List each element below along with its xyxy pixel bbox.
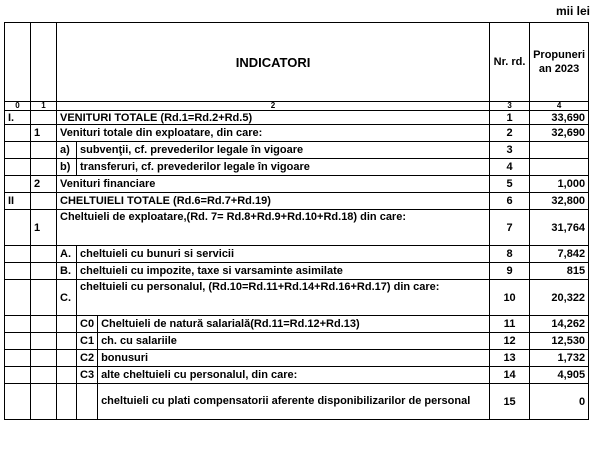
table-row xyxy=(5,193,589,210)
table-row xyxy=(5,125,589,142)
row-number-cell: 1 xyxy=(490,111,530,125)
row-code-cell xyxy=(77,384,98,420)
row-subsection-cell xyxy=(31,142,57,159)
budget-table xyxy=(4,22,589,420)
row-number-cell: 15 xyxy=(490,384,530,420)
row-letter-cell xyxy=(57,316,77,333)
header-indicatori: INDICATORI xyxy=(57,23,490,102)
row-number-cell: 10 xyxy=(490,280,530,316)
row-indicator-text: transferuri, cf. prevederilor legale în vigoare xyxy=(77,159,490,176)
row-section-cell xyxy=(5,246,31,263)
row-subsection-cell: 1 xyxy=(31,125,57,142)
row-value-cell: 12,530 xyxy=(530,333,589,350)
row-number-cell: 5 xyxy=(490,176,530,193)
row-value-cell: 4,905 xyxy=(530,367,589,384)
row-subsection-cell xyxy=(31,316,57,333)
row-value-cell: 33,690 xyxy=(530,111,589,125)
row-subsection-cell: 2 xyxy=(31,176,57,193)
row-section-cell xyxy=(5,316,31,333)
table-row xyxy=(5,246,589,263)
row-indicator-text: Venituri financiare xyxy=(57,176,490,193)
table-row xyxy=(5,210,589,246)
row-indicator-text: cheltuieli cu plati compensatorii aferente disponibilizarilor de personal xyxy=(98,384,490,420)
row-number-cell: 6 xyxy=(490,193,530,210)
table-row xyxy=(5,176,589,193)
row-indicator-text: alte cheltuieli cu personalul, din care: xyxy=(98,367,490,384)
row-subsection-cell xyxy=(31,246,57,263)
row-subsection-cell xyxy=(31,367,57,384)
row-value-cell xyxy=(530,142,589,159)
row-value-cell: 1,732 xyxy=(530,350,589,367)
row-code-cell: C1 xyxy=(77,333,98,350)
header-nr-rd: Nr. rd. xyxy=(490,23,530,102)
row-letter-cell: a) xyxy=(57,142,77,159)
row-subsection-cell xyxy=(31,193,57,210)
table-row xyxy=(5,111,589,125)
row-section-cell: I. xyxy=(5,111,31,125)
row-code-cell: C0 xyxy=(77,316,98,333)
header-propuneri: Propuneri an 2023 xyxy=(530,23,589,102)
row-indicator-text: cheltuieli cu impozite, taxe si varsaminte asimilate xyxy=(77,263,490,280)
row-section-cell xyxy=(5,210,31,246)
row-section-cell xyxy=(5,384,31,420)
row-indicator-text: cheltuieli cu personalul, (Rd.10=Rd.11+Rd.14+Rd.16+Rd.17) din care: xyxy=(77,280,490,316)
row-subsection-cell xyxy=(31,111,57,125)
unit-label: mii lei xyxy=(555,4,590,18)
index-cell: 0 xyxy=(5,102,31,111)
table-row xyxy=(5,367,589,384)
row-number-cell: 4 xyxy=(490,159,530,176)
row-value-cell: 0 xyxy=(530,384,589,420)
row-section-cell xyxy=(5,280,31,316)
row-indicator-text: VENITURI TOTALE (Rd.1=Rd.2+Rd.5) xyxy=(57,111,490,125)
row-indicator-text: Venituri totale din exploatare, din care: xyxy=(57,125,490,142)
row-letter-cell: A. xyxy=(57,246,77,263)
index-cell: 4 xyxy=(530,102,589,111)
row-letter-cell: B. xyxy=(57,263,77,280)
row-value-cell xyxy=(530,159,589,176)
row-value-cell: 32,690 xyxy=(530,125,589,142)
index-cell: 3 xyxy=(490,102,530,111)
table-row xyxy=(5,333,589,350)
row-indicator-text: Cheltuieli de natură salarială(Rd.11=Rd.12+Rd.13) xyxy=(98,316,490,333)
row-subsection-cell xyxy=(31,263,57,280)
row-value-cell: 31,764 xyxy=(530,210,589,246)
index-row xyxy=(5,102,589,111)
index-cell: 2 xyxy=(57,102,490,111)
row-letter-cell xyxy=(57,384,77,420)
row-subsection-cell xyxy=(31,350,57,367)
table-row xyxy=(5,350,589,367)
row-number-cell: 11 xyxy=(490,316,530,333)
row-number-cell: 12 xyxy=(490,333,530,350)
row-indicator-text: ch. cu salariile xyxy=(98,333,490,350)
row-value-cell: 7,842 xyxy=(530,246,589,263)
row-value-cell: 815 xyxy=(530,263,589,280)
row-code-cell: C3 xyxy=(77,367,98,384)
row-indicator-text: Cheltuieli de exploatare,(Rd. 7= Rd.8+Rd.9+Rd.10+Rd.18) din care: xyxy=(57,210,490,246)
row-value-cell: 14,262 xyxy=(530,316,589,333)
row-subsection-cell xyxy=(31,333,57,350)
row-section-cell xyxy=(5,159,31,176)
index-cell: 1 xyxy=(31,102,57,111)
row-number-cell: 14 xyxy=(490,367,530,384)
row-section-cell xyxy=(5,125,31,142)
row-section-cell xyxy=(5,142,31,159)
row-letter-cell: b) xyxy=(57,159,77,176)
header-cell-0 xyxy=(5,23,31,102)
row-value-cell: 20,322 xyxy=(530,280,589,316)
row-indicator-text: subvenţii, cf. prevederilor legale în vigoare xyxy=(77,142,490,159)
header-row xyxy=(5,23,589,102)
row-number-cell: 9 xyxy=(490,263,530,280)
row-indicator-text: CHELTUIELI TOTALE (Rd.6=Rd.7+Rd.19) xyxy=(57,193,490,210)
row-section-cell xyxy=(5,176,31,193)
row-number-cell: 8 xyxy=(490,246,530,263)
row-subsection-cell: 1 xyxy=(31,210,57,246)
row-section-cell xyxy=(5,263,31,280)
table-row xyxy=(5,280,589,316)
row-value-cell: 32,800 xyxy=(530,193,589,210)
row-number-cell: 3 xyxy=(490,142,530,159)
row-letter-cell xyxy=(57,367,77,384)
header-cell-1 xyxy=(31,23,57,102)
table-row xyxy=(5,316,589,333)
row-indicator-text: bonusuri xyxy=(98,350,490,367)
row-letter-cell xyxy=(57,333,77,350)
row-section-cell xyxy=(5,350,31,367)
row-number-cell: 13 xyxy=(490,350,530,367)
row-subsection-cell xyxy=(31,280,57,316)
row-value-cell: 1,000 xyxy=(530,176,589,193)
row-section-cell: II xyxy=(5,193,31,210)
row-section-cell xyxy=(5,367,31,384)
row-code-cell: C2 xyxy=(77,350,98,367)
table-row xyxy=(5,142,589,159)
table-row xyxy=(5,159,589,176)
table-row xyxy=(5,263,589,280)
row-section-cell xyxy=(5,333,31,350)
row-subsection-cell xyxy=(31,159,57,176)
row-letter-cell: C. xyxy=(57,280,77,316)
row-letter-cell xyxy=(57,350,77,367)
row-number-cell: 2 xyxy=(490,125,530,142)
row-number-cell: 7 xyxy=(490,210,530,246)
row-indicator-text: cheltuieli cu bunuri si servicii xyxy=(77,246,490,263)
row-subsection-cell xyxy=(31,384,57,420)
table-row xyxy=(5,384,589,420)
